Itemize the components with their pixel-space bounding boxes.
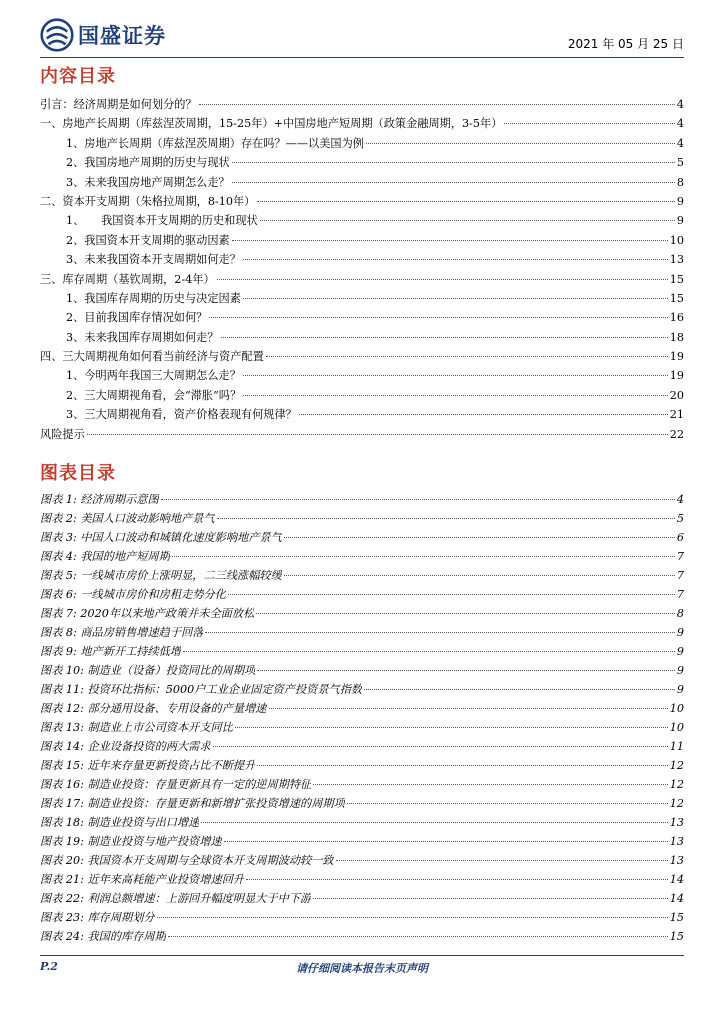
toc-entry-text: 图表 17: 制造业投资：存量更新和新增扩张投资增速的周期项	[40, 797, 345, 810]
chart-index-entry[interactable]	[40, 491, 684, 510]
toc-entry[interactable]	[40, 426, 684, 445]
toc-entry-text: 图表 16: 制造业投资：存量更新具有一定的逆周期特征	[40, 778, 312, 791]
toc-entry-text: 图表 15: 近年来存量更新投资占比不断提升	[40, 759, 256, 772]
toc-page-number: 13	[669, 253, 684, 267]
dot-leader	[232, 162, 675, 163]
toc-page-number: 10	[669, 702, 684, 715]
dot-leader	[217, 518, 675, 519]
toc-entry[interactable]	[40, 406, 684, 425]
toc-entry-text: 2、我国资本开支周期的驱动因素	[66, 233, 230, 247]
chart-index-entry[interactable]	[40, 605, 684, 624]
toc-page-number: 15	[669, 930, 684, 943]
toc-entry-text: 图表 1: 经济周期示意图	[40, 493, 159, 506]
dot-leader	[257, 670, 675, 671]
dot-leader	[260, 220, 675, 221]
toc-page-number: 5	[676, 512, 684, 525]
chart-index-entry[interactable]	[40, 510, 684, 529]
toc-page-number: 15	[669, 291, 684, 305]
toc-entry-text: 3、三大周期视角看，资产价格表现有何规律？	[66, 408, 297, 422]
toc-page-number: 9	[676, 683, 684, 696]
dot-leader	[168, 936, 668, 937]
brand-name: 国盛证券	[78, 24, 166, 48]
toc-entry[interactable]	[40, 212, 684, 231]
chart-index-entry[interactable]	[40, 738, 684, 757]
chart-index-entry[interactable]	[40, 624, 684, 643]
dot-leader	[336, 860, 668, 861]
dot-leader	[366, 143, 675, 144]
toc-page-number: 10	[669, 233, 684, 247]
dot-leader	[243, 375, 668, 376]
toc-page-number: 19	[669, 350, 684, 364]
dot-leader	[232, 182, 675, 183]
toc-entry[interactable]	[40, 387, 684, 406]
toc-entry-text: 图表 9: 地产新开工持续低增	[40, 645, 182, 658]
toc-entry-text: 2、三大周期视角看，会“滞胀”吗？	[66, 388, 242, 402]
toc-page-number: 4	[676, 493, 684, 506]
dot-leader	[256, 613, 675, 614]
toc-page-number: 9	[676, 645, 684, 658]
dot-leader	[284, 575, 675, 576]
toc-page-number: 4	[676, 117, 684, 131]
dot-leader	[172, 556, 675, 557]
chart-index-entry[interactable]	[40, 928, 684, 947]
chart-index-entry[interactable]	[40, 890, 684, 909]
toc-page-number: 12	[669, 797, 684, 810]
toc-entry[interactable]	[40, 96, 684, 115]
toc-entry-text: 图表 2: 美国人口波动影响地产景气	[40, 512, 215, 525]
dot-leader	[243, 259, 668, 260]
chart-index-entry[interactable]	[40, 662, 684, 681]
toc-entry[interactable]	[40, 232, 684, 251]
toc-entry-text: 引言：经济周期是如何划分的？	[40, 98, 197, 111]
toc-page-number: 13	[669, 854, 684, 867]
chart-index-entry[interactable]	[40, 719, 684, 738]
toc-entry-text: 一、房地产长周期（库兹涅茨周期，15-25年）+中国房地产短周期（政策金融周期，3-5年）	[40, 117, 503, 131]
dot-leader	[199, 104, 675, 105]
toc-entry-text: 图表 3: 中国人口波动和城镇化速度影响地产景气	[40, 531, 282, 544]
toc-entry-text: 图表 10: 制造业（设备）投资同比的周期项	[40, 664, 256, 677]
toc-entry[interactable]	[40, 174, 684, 193]
toc-entry-text: 图表 5: 一线城市房价上涨明显，二三线涨幅较缓	[40, 569, 282, 582]
toc-page-number: 14	[669, 892, 684, 905]
toc-entry-text: 风险提示	[40, 427, 85, 441]
toc-page-number: 10	[669, 721, 684, 734]
footer-divider	[40, 955, 684, 956]
toc-entry-text: 图表 4: 我国的地产短周期	[40, 550, 170, 563]
chart-index-entry[interactable]	[40, 700, 684, 719]
toc-page-number: 7	[676, 550, 684, 563]
dot-leader	[161, 499, 675, 500]
toc-page-number: 9	[676, 664, 684, 677]
dot-leader	[183, 651, 675, 652]
contents-list	[40, 96, 684, 445]
toc-entry-text: 1、我国库存周期的历史与决定因素	[66, 291, 241, 305]
dot-leader	[87, 434, 668, 435]
dot-leader	[347, 803, 668, 804]
brand-logo	[40, 18, 166, 52]
toc-entry[interactable]	[40, 309, 684, 328]
page-number: P.2	[40, 960, 58, 973]
toc-page-number: 12	[669, 778, 684, 791]
toc-entry-text: 图表 18: 制造业投资与出口增速	[40, 816, 200, 829]
dot-leader	[213, 746, 668, 747]
dot-leader	[209, 317, 667, 318]
toc-page-number: 15	[669, 272, 684, 286]
header-divider	[40, 57, 684, 58]
toc-entry[interactable]	[40, 154, 684, 173]
toc-entry-text: 图表 23: 库存周期划分	[40, 911, 155, 924]
toc-entry[interactable]	[40, 290, 684, 309]
chart-index-entry[interactable]	[40, 795, 684, 814]
chart-index-entry[interactable]	[40, 757, 684, 776]
dot-leader	[243, 395, 668, 396]
toc-entry-text: 图表 6: 一线城市房价和房租走势分化	[40, 588, 226, 601]
dot-leader	[257, 201, 675, 202]
toc-page-number: 7	[676, 569, 684, 582]
page-header	[40, 18, 684, 56]
toc-page-number: 19	[669, 369, 684, 383]
toc-entry-text: 图表 12: 部分通用设备、专用设备的产量增速	[40, 702, 267, 715]
toc-entry-text: 图表 7: 2020年以来地产政策并未全面放松	[40, 607, 255, 620]
toc-entry-text: 二、资本开支周期（朱格拉周期，8-10年）	[40, 194, 256, 208]
toc-entry[interactable]	[40, 135, 684, 154]
dot-leader	[221, 337, 668, 338]
toc-entry-text: 图表 8: 商品房销售增速趋于回落	[40, 626, 204, 639]
toc-page-number: 15	[669, 911, 684, 924]
chart-index-entry[interactable]	[40, 814, 684, 833]
toc-entry-text: 图表 24: 我国的库存周期	[40, 930, 166, 943]
toc-page-number: 21	[669, 408, 684, 422]
dot-leader	[284, 537, 675, 538]
dot-leader	[257, 765, 667, 766]
dot-leader	[224, 841, 668, 842]
toc-page-number: 9	[676, 214, 684, 228]
dot-leader	[201, 822, 667, 823]
toc-page-number: 9	[676, 626, 684, 639]
toc-entry[interactable]	[40, 115, 684, 134]
chart-index-entry[interactable]	[40, 833, 684, 852]
toc-entry-text: 3、未来我国库存周期如何走？	[66, 330, 219, 344]
toc-entry-text: 1、今明两年我国三大周期怎么走？	[66, 369, 241, 383]
chart-index-entry[interactable]	[40, 586, 684, 605]
toc-page-number: 13	[669, 835, 684, 848]
toc-entry-text: 图表 13: 制造业上市公司资本开支同比	[40, 721, 233, 734]
toc-page-number: 4	[676, 136, 684, 150]
charts-title: 图表目录	[40, 463, 116, 484]
toc-page-number: 8	[676, 607, 684, 620]
toc-page-number: 9	[676, 194, 684, 208]
dot-leader	[235, 727, 668, 728]
dot-leader	[232, 240, 668, 241]
toc-entry-text: 三、库存周期（基钦周期，2-4年）	[40, 272, 215, 286]
chart-index-entry[interactable]	[40, 529, 684, 548]
toc-entry[interactable]	[40, 271, 684, 290]
toc-page-number: 12	[669, 759, 684, 772]
toc-entry-text: 2、我国房地产周期的历史与现状	[66, 156, 230, 170]
toc-entry-text: 3、未来我国资本开支周期如何走？	[66, 253, 241, 267]
toc-entry[interactable]	[40, 329, 684, 348]
toc-entry[interactable]	[40, 251, 684, 270]
toc-entry-text: 图表 20: 我国资本开支周期与全球资本开支周期波动较一致	[40, 854, 334, 867]
toc-entry-text: 1、 我国资本开支周期的历史和现状	[66, 214, 258, 228]
toc-page-number: 14	[669, 873, 684, 886]
chart-index-entry[interactable]	[40, 909, 684, 928]
toc-entry-text: 图表 14: 企业设备投资的两大需求	[40, 740, 211, 753]
toc-page-number: 5	[676, 156, 684, 170]
toc-page-number: 18	[669, 330, 684, 344]
toc-page-number: 6	[676, 531, 684, 544]
toc-page-number: 7	[676, 588, 684, 601]
toc-entry-text: 2、目前我国库存情况如何？	[66, 311, 208, 325]
toc-page-number: 4	[676, 98, 684, 111]
toc-entry[interactable]	[40, 367, 684, 386]
toc-page-number: 22	[669, 427, 684, 441]
dot-leader	[299, 414, 668, 415]
toc-page-number: 20	[669, 388, 684, 402]
toc-entry-text: 图表 21: 近年来高耗能产业投资增速回升	[40, 873, 245, 886]
dot-leader	[504, 123, 674, 124]
dot-leader	[157, 917, 668, 918]
chart-index-entry[interactable]	[40, 852, 684, 871]
dot-leader	[205, 632, 674, 633]
dot-leader	[313, 784, 668, 785]
dot-leader	[269, 708, 668, 709]
chart-index-entry[interactable]	[40, 776, 684, 795]
toc-entry-text: 图表 22: 利润总额增速：上游回升幅度明显大于中下游	[40, 892, 312, 905]
dot-leader	[228, 594, 675, 595]
dot-leader	[217, 279, 668, 280]
toc-entry-text: 四、三大周期视角如何看当前经济与资产配置	[40, 350, 264, 364]
chart-index-entry[interactable]	[40, 567, 684, 586]
chart-index-entry[interactable]	[40, 548, 684, 567]
toc-entry-text: 1、房地产长周期（库兹涅茨周期）存在吗？——以美国为例	[66, 136, 364, 150]
dot-leader	[313, 898, 668, 899]
charts-list	[40, 491, 684, 947]
toc-entry-text: 3、未来我国房地产周期怎么走？	[66, 175, 230, 189]
toc-entry-text: 图表 11: 投资环比指标：5000户工业企业固定资产投资景气指数	[40, 683, 363, 696]
toc-entry[interactable]	[40, 193, 684, 212]
report-date: 2021 年 05 月 25 日	[567, 37, 684, 51]
toc-page-number: 13	[669, 816, 684, 829]
brand-emblem-icon	[40, 18, 74, 52]
toc-page-number: 11	[669, 740, 684, 753]
dot-leader	[246, 879, 668, 880]
disclaimer-notice: 请仔细阅读本报告末页声明	[296, 962, 428, 975]
dot-leader	[266, 356, 668, 357]
chart-index-entry[interactable]	[40, 681, 684, 700]
dot-leader	[243, 298, 668, 299]
chart-index-entry[interactable]	[40, 643, 684, 662]
toc-page-number: 8	[676, 175, 684, 189]
contents-title: 内容目录	[40, 66, 116, 87]
toc-entry[interactable]	[40, 348, 684, 367]
dot-leader	[364, 689, 675, 690]
chart-index-entry[interactable]	[40, 871, 684, 890]
toc-page-number: 16	[669, 311, 684, 325]
toc-entry-text: 图表 19: 制造业投资与地产投资增速	[40, 835, 222, 848]
